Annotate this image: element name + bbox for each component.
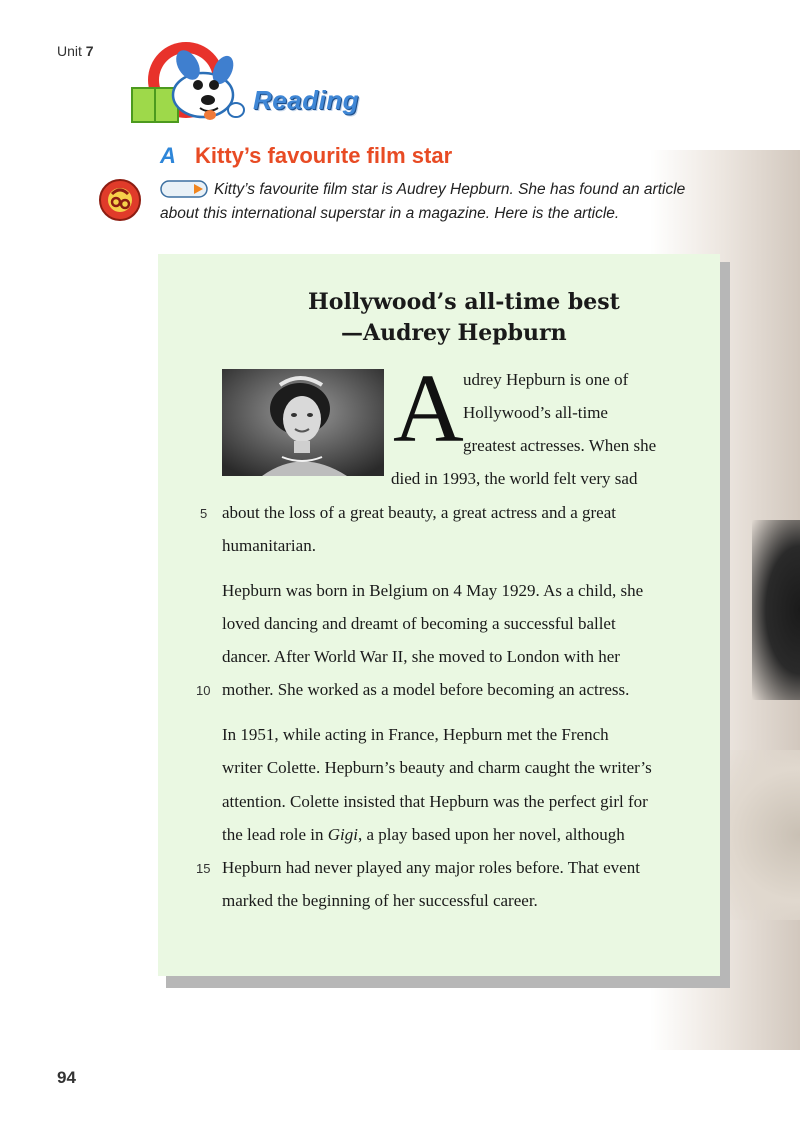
p3-line5: Hepburn had never played any major roles before. That event xyxy=(222,858,640,877)
unit-label xyxy=(57,43,94,59)
unit-word: Unit xyxy=(57,43,82,59)
intro-text: Kitty’s favourite film star is Audrey Hepburn. She has found an article about this international superstar in a magazine. Here is the article. xyxy=(160,181,686,222)
p1-line6: humanitarian. xyxy=(222,536,316,555)
section-letter: A xyxy=(160,143,176,168)
play-title-gigi: Gigi xyxy=(327,825,358,844)
p2-line3: dancer. After World War II, she moved to London with her xyxy=(222,647,620,666)
p1-line3: greatest actresses. When she xyxy=(463,436,657,455)
background-dark-shape xyxy=(752,520,800,700)
line-number-10: 10 xyxy=(196,683,211,698)
mascot-dog-book-icon xyxy=(128,40,253,135)
p1-line1: udrey Hepburn is one of xyxy=(463,370,629,389)
article-title-line2: —Audrey Hepburn xyxy=(341,320,567,346)
p3-line6: marked the beginning of her successful career. xyxy=(222,891,538,910)
article-title-line1: Hollywood’s all-time best xyxy=(308,289,620,315)
p3-line2: writer Colette. Hepburn’s beauty and charm caught the writer’s xyxy=(222,758,652,777)
p2-line2: loved dancing and dreamt of becoming a successful ballet xyxy=(222,614,616,633)
cd-audio-icon[interactable] xyxy=(98,178,142,222)
p3-line4-after: , a play based upon her novel, although xyxy=(357,825,625,844)
page-number: 94 xyxy=(57,1068,76,1087)
p2-line1: Hepburn was born in Belgium on 4 May 1929. As a child, she xyxy=(222,581,644,600)
reading-title: Reading xyxy=(253,85,360,115)
p2-line4: mother. She worked as a model before becoming an actress. xyxy=(222,680,630,699)
drop-cap: A xyxy=(393,355,464,463)
p3-line3: attention. Colette insisted that Hepburn was the perfect girl for xyxy=(222,792,648,811)
p1-line4: died in 1993, the world felt very sad xyxy=(391,469,638,488)
line-number-5: 5 xyxy=(200,506,208,521)
p3-line1: In 1951, while acting in France, Hepburn met the French xyxy=(222,725,609,744)
line-number-15: 15 xyxy=(196,861,211,876)
p1-line2: Hollywood’s all-time xyxy=(463,403,608,422)
article-title xyxy=(158,287,720,349)
p1-line5: about the loss of a great beauty, a great actress and a great xyxy=(222,503,616,522)
p3-line4 xyxy=(222,824,625,846)
p3-line4-before: the lead role in xyxy=(222,825,328,844)
unit-number: 7 xyxy=(85,43,94,59)
audrey-hepburn-photo xyxy=(222,369,384,476)
section-title: Kitty’s favourite film star xyxy=(195,143,453,168)
